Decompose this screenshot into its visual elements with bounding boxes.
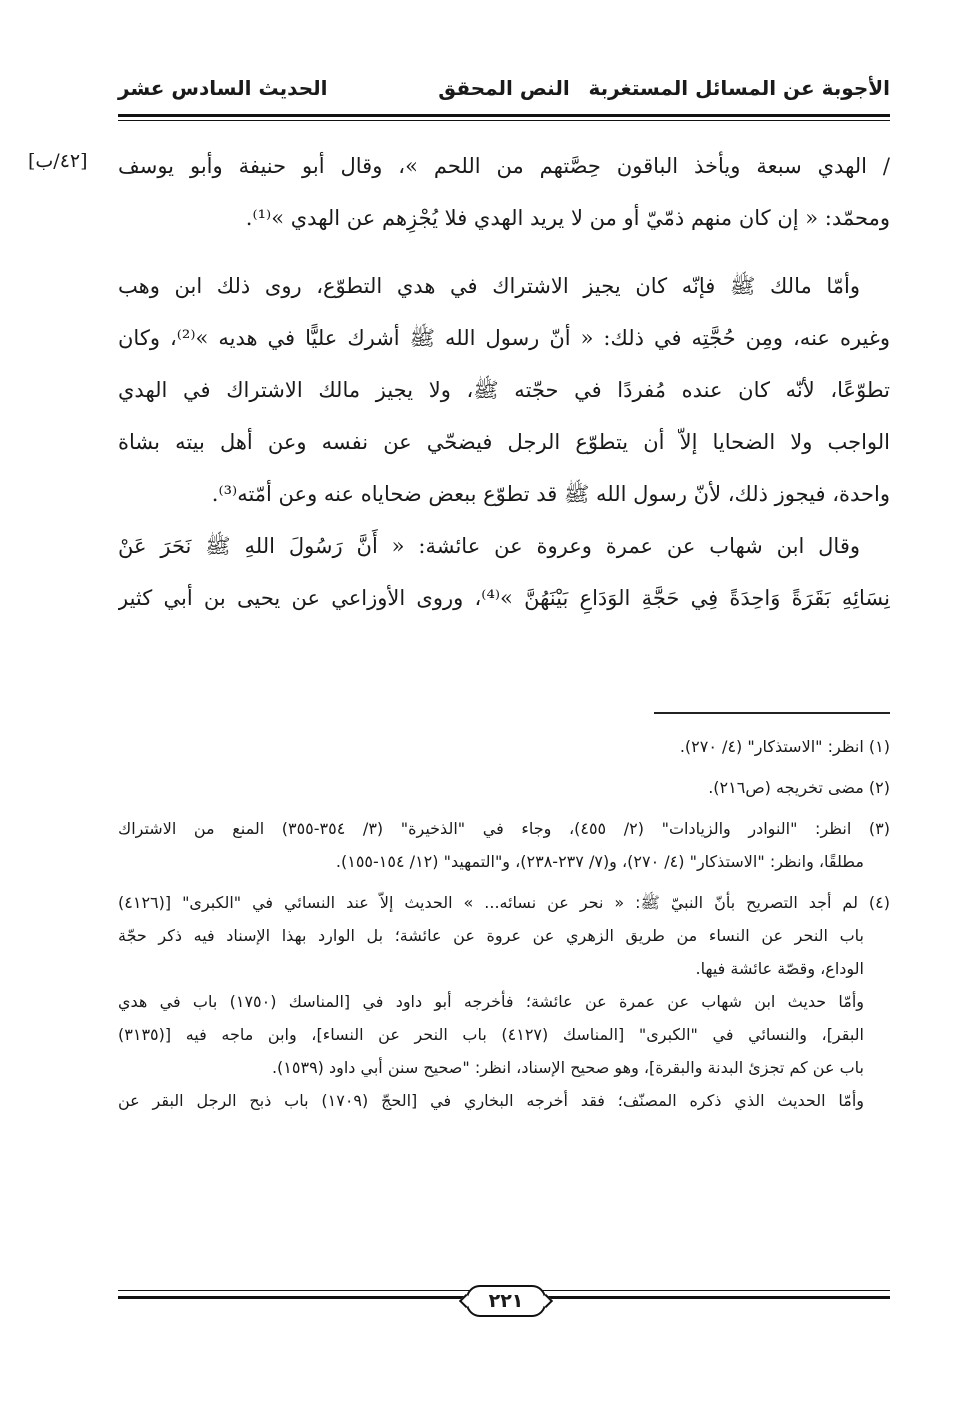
text-line: الواجب ولا الضحايا إلاّ أن يتطوّع الرجل فيضحّي عن نفسه وعن أهل بيته بشاة	[118, 430, 890, 454]
footnote-3-line: مطلقًا، وانظر: "الاستذكار" (٤/ ٢٧٠)، و(٧/ ٢٣٧-٢٣٨)، و"التمهيد" (١٢/ ١٥٤-١٥٥).	[335, 852, 864, 871]
footnotes	[118, 730, 890, 1117]
footnote-4-line: البقر]، والنسائي في "الكبرى" [المناسك (٤١٢٧) باب النحر عن النساء]، وابن ماجه فيه [(٣١٣٥)	[118, 1025, 865, 1044]
main-text	[118, 140, 890, 624]
footnote-4-line: وأمّا حديث ابن شهاب عن عمرة عن عائشة؛ فأخرجه أبو داود في [المناسك (١٧٥٠) باب في هدي	[118, 992, 865, 1011]
footnote-3-line: (٣) انظر: "النوادر والزيادات" (٢/ ٤٥٥)، وجاء في "الذخيرة" (٣/ ٣٥٤-٣٥٥) المنع من الاشتراك	[118, 819, 890, 838]
footnote-4-line: باب النحر عن النساء من طريق الزهري عن عروة عن عائشة؛ بل الوارد بهذا الإسناد فيه ذكر حجّة	[118, 926, 864, 945]
running-header	[118, 72, 890, 112]
manuscript-folio-marker: [٤٢/ب]	[28, 150, 88, 172]
text-line: وقال ابن شهاب عن عمرة وعروة عن عائشة: « أَنَّ رَسُولَ اللهِ ﷺ نَحَرَ عَنْ	[118, 534, 860, 558]
footnote-4-line: وأمّا الحديث الذي ذكره المصنّف؛ فقد أخرجه البخاري في [الحجّ (١٧٠٩) باب ذبح الرجل البقر عن	[118, 1091, 865, 1110]
footnote-separator	[654, 712, 890, 714]
footnote-1: (١) انظر: "الاستذكار" (٤/ ٢٧٠).	[679, 737, 890, 756]
header-chapter: الحديث السادس عشر	[118, 76, 328, 100]
footnote-4-line: (٤) لم أجد التصريح بأنّ النبيّ ﷺ: « نحر عن نسائه... » الحديث إلاّ عند النسائي في "الكبرى" [(٤١٢٦)	[118, 893, 890, 912]
text-line: تطوّعًا، لأنّه كان عنده مُفردًا في حجّته ﷺ، ولا يجيز مالك الاشتراك في الهدي	[118, 378, 890, 402]
text-line: / الهدي سبعة ويأخذ الباقون حِصَّتهم من اللحم »، وقال أبو حنيفة وأبو يوسف	[118, 154, 890, 178]
header-section: النص المحقق	[438, 76, 570, 100]
footnote-2: (٢) مضى تخريجه (ص٢١٦).	[708, 778, 890, 797]
text-line: واحدة، فيجوز ذلك، لأنّ رسول الله ﷺ قد تطوّع ببعض ضحاياه عنه وعن أمّته⁽³⁾.	[211, 482, 890, 506]
footnote-4-line: الوداع، وقصّة عائشة فيها.	[695, 959, 864, 978]
text-line: وأمّا مالك ﷺ فإنّه كان يجيز الاشتراك في هدي التطوّع، روى ذلك ابن وهب	[118, 274, 860, 298]
text-line: ومحمّد: « إن كان منهم ذمّيّ أو من لا يريد الهدي فلا يُجْزِهم عن الهدي »⁽¹⁾.	[245, 206, 890, 230]
header-rule-thin	[118, 120, 890, 121]
text-line: نِسَائِهِ بَقَرَةً وَاحِدَةً فِي حَجَّةِ الوَدَاعِ بَيْنَهُنَّ »⁽⁴⁾، وروى الأوزاعي عن يحيى بن أبي كثير	[118, 586, 890, 610]
footnote-4-line: باب عن كم تجزئ البدنة والبقرة]، وهو صحيح الإسناد، انظر: "صحيح سنن أبي داود (١٥٣٩).	[271, 1058, 864, 1077]
header-book-title: الأجوبة عن المسائل المستغربة	[588, 76, 890, 100]
header-rule-thick	[118, 114, 890, 117]
page-number: ٢٢١	[466, 1285, 546, 1317]
text-line: وغيره عنه، ومِن حُجَّتِه في ذلك: « أنّ رسول الله ﷺ أشرك عليًّا في هديه »⁽²⁾، وكان	[118, 326, 890, 350]
